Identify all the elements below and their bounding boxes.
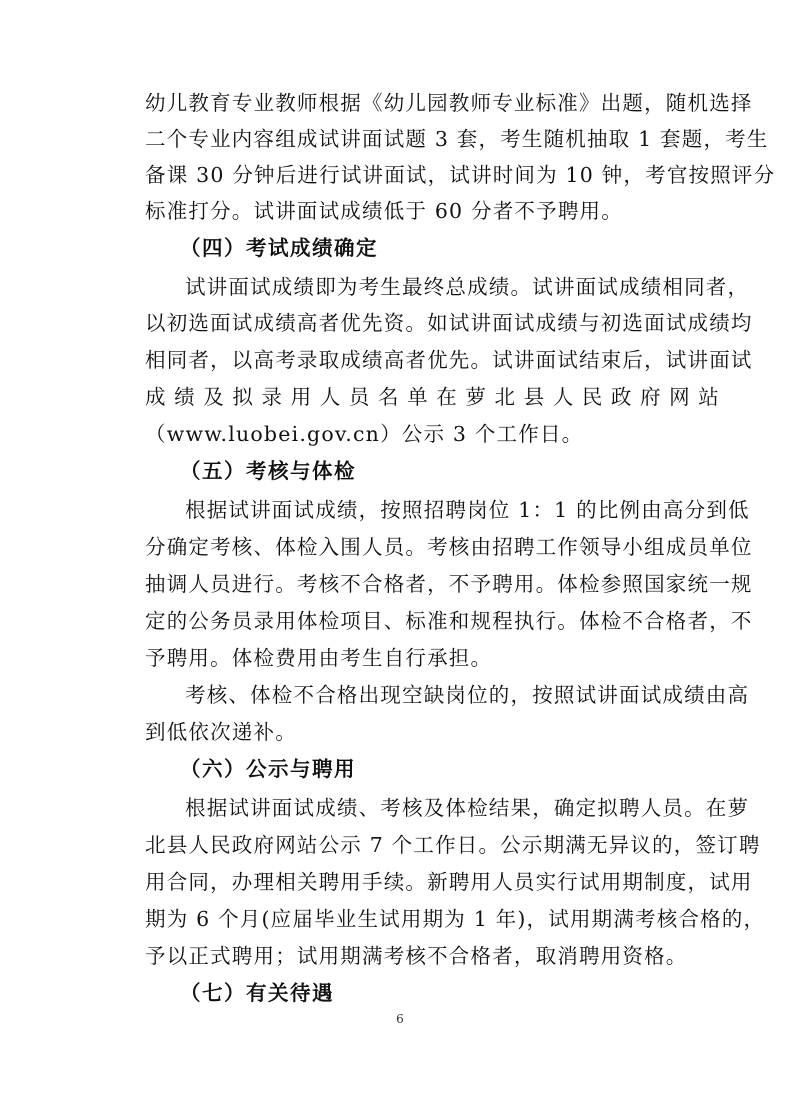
paragraph-line: 试讲面试成绩即为考生最终总成绩。试讲面试成绩相同者， [185, 275, 750, 299]
paragraph-line: 北县人民政府网站公示 7 个工作日。公示期满无异议的，签订聘 [145, 833, 761, 857]
page-number: 6 [396, 1012, 404, 1026]
paragraph-line: 幼儿教育专业教师根据《幼儿园教师专业标准》出题，随机选择 [145, 91, 753, 115]
paragraph-line: 备课 30 分钟后进行试讲面试，试讲时间为 10 钟，考官按照评分 [145, 163, 776, 187]
paragraph-line: 相同者，以高考录取成绩高者优先。试讲面试结束后，试讲面试 [145, 348, 753, 372]
paragraph-line: 予聘用。体检费用由考生自行承担。 [145, 646, 493, 670]
paragraph-line: 期为 6 个月(应届毕业生试用期为 1 年)，试用期满考核合格的， [145, 907, 766, 931]
paragraph-line: 予以正式聘用；试用期满考核不合格者，取消聘用资格。 [145, 944, 688, 968]
paragraph-line: 考核、体检不合格出现空缺岗位的，按照试讲面试成绩由高 [185, 683, 750, 707]
paragraph-line: 抽调人员进行。考核不合格者，不予聘用。体检参照国家统一规 [145, 572, 753, 596]
section-heading-4: （四）考试成绩确定 [180, 236, 378, 260]
paragraph-line: 到低依次递补。 [145, 720, 297, 744]
paragraph-line: 根据试讲面试成绩，按照招聘岗位 1：1 的比例由高分到低 [185, 498, 750, 522]
section-heading-6: （六）公示与聘用 [180, 757, 356, 781]
paragraph-line: 以初选面试成绩高者优先资。如试讲面试成绩与初选面试成绩均 [145, 311, 753, 335]
paragraph-line: 成绩及拟录用人员名单在萝北县人民政府网站 [145, 385, 720, 409]
section-heading-7: （七）有关待遇 [180, 981, 334, 1005]
paragraph-line: （www.luobei.gov.cn）公示 3 个工作日。 [145, 422, 584, 446]
paragraph-line: 用合同，办理相关聘用手续。新聘用人员实行试用期制度，试用 [145, 870, 753, 894]
paragraph-line: 分确定考核、体检入围人员。考核由招聘工作领导小组成员单位 [145, 535, 753, 559]
paragraph-line: 标准打分。试讲面试成绩低于 60 分者不予聘用。 [145, 199, 623, 223]
paragraph-line: 定的公务员录用体检项目、标准和规程执行。体检不合格者，不 [145, 609, 753, 633]
paragraph-line: 根据试讲面试成绩、考核及体检结果，确定拟聘人员。在萝 [185, 796, 750, 820]
paragraph-line: 二个专业内容组成试讲面试题 3 套，考生随机抽取 1 套题，考生 [145, 127, 769, 151]
section-heading-5: （五）考核与体检 [180, 459, 356, 483]
